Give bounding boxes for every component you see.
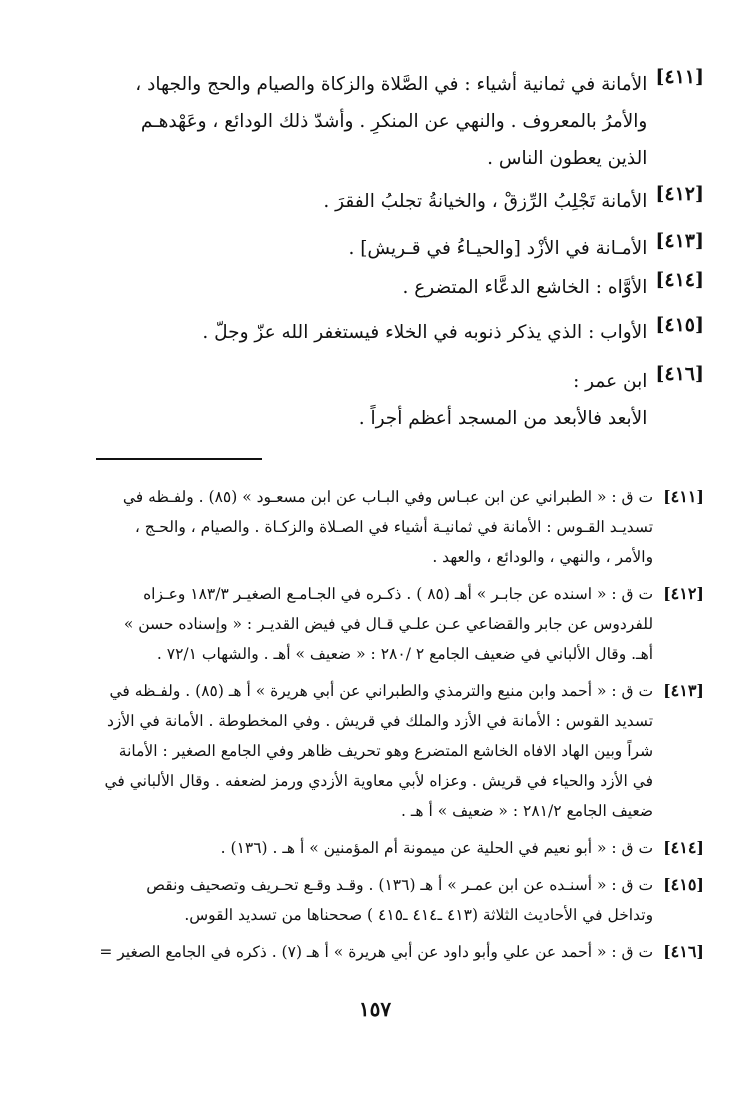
footnote-line: في الأزد والحياء في قريش . وعزاه لأبي معاوية الأزدي ورمز لضعفه . وقال الألباني في	[104, 772, 654, 790]
entry-line: الأمانة في ثمانية أشياء : في الصَّلاة والزكاة والصيام والحج والجهاد ،	[135, 74, 648, 95]
entry-number: [٤١١]	[655, 66, 704, 88]
entry-line: والأمرُ بالمعروف . والنهي عن المنكرِ . وأشدّ ذلك الودائع ، وعَهْدهـم	[140, 111, 648, 132]
footnote-line: ت ق : « أحمد عن علي وأبو داود عن أبي هريرة » أ هـ (٧) . ذكره في الجامع الصغير =	[99, 943, 654, 961]
footnote-line: تسديد القوس : الأمانة في الأزد والملك في قريش . وفي المخطوطة . الأمانة في الأزد	[107, 712, 654, 730]
footnote-412	[100, 579, 704, 669]
footnotes	[100, 482, 704, 974]
entry-412	[70, 183, 704, 220]
entry-413	[70, 230, 704, 267]
footnote-number: [٤١٣]	[663, 681, 704, 700]
footnote-413	[100, 676, 704, 826]
entry-line: الأبعد فالأبعد من المسجد أعظم أجراً .	[358, 408, 648, 429]
entry-416	[70, 363, 704, 437]
entry-text	[70, 66, 647, 177]
entry-line: الأواب : الذي يذكر ذنوبه في الخلاء فيستغفر الله عزّ وجلّ .	[202, 322, 648, 343]
entry-number: [٤١٢]	[655, 183, 704, 205]
entry-text	[70, 230, 647, 267]
footnote-line: ت ق : « اسنده عن جابـر » أهـ (٨٥ ) . ذكـره في الجـامـع الصغيـر ١٨٣/٣ وعـزاه	[143, 585, 654, 603]
entry-text	[70, 363, 647, 437]
entry-number: [٤١٤]	[655, 269, 704, 291]
footnote-416	[100, 937, 704, 967]
entry-line: الذين يعطون الناس .	[487, 148, 648, 169]
entry-number: [٤١٦]	[655, 363, 704, 385]
entry-number: [٤١٣]	[655, 230, 704, 252]
main-text	[70, 66, 704, 437]
footnote-text	[100, 833, 653, 863]
footnote-text	[100, 482, 653, 572]
footnote-number: [٤١٤]	[663, 838, 704, 857]
footnote-number: [٤١٦]	[663, 942, 704, 961]
footnote-divider	[96, 458, 262, 460]
footnote-number: [٤١٥]	[663, 875, 704, 894]
entry-line: الأمانة تَجْلِبُ الرِّزقْ ، والخيانةُ تجلبُ الفقرَ .	[323, 191, 648, 212]
footnote-line: ت ق : « أبو نعيم في الحلية عن ميمونة أم المؤمنين » أ هـ . (١٣٦) .	[220, 839, 654, 857]
footnote-415	[100, 870, 704, 930]
footnote-line: ضعيف الجامع ٢٨١/٢ : « ضعيف » أ هـ .	[401, 802, 654, 820]
entry-number: [٤١٥]	[655, 314, 704, 336]
entry-414	[70, 269, 704, 306]
footnote-text	[99, 937, 653, 967]
entry-text	[70, 183, 647, 220]
footnote-number: [٤١٢]	[663, 584, 704, 603]
entry-411	[70, 66, 704, 177]
footnote-line: ت ق : « الطبراني عن ابن عبـاس وفي البـاب عن ابن مسعـود » (٨٥) . ولفـظه في	[122, 488, 654, 506]
footnote-line: للفردوس عن جابر والقضاعي عـن علـي قـال في فيض القديـر : « وإسناده حسن »	[123, 615, 654, 633]
entry-line: الأمـانة في الأزْد [والحيـاءُ في قـريش] .	[348, 238, 648, 259]
footnote-line: تسديـد القـوس : الأمانة في ثمانيـة أشياء في الصـلاة والزكـاة . والصيام ، والحـج ،	[134, 518, 654, 536]
footnote-number: [٤١١]	[663, 487, 704, 506]
footnote-text	[100, 676, 653, 826]
footnote-line: ت ق : « أسنـده عن ابن عمـر » أ هـ (١٣٦) . وقـد وقـع تحـريف وتصحيف ونقص	[146, 876, 654, 894]
entry-text	[70, 314, 647, 351]
footnote-line: أهـ. وقال الألباني في ضعيف الجامع ٢ /٢٨٠ : « ضعيف » أهـ . والشهاب ٧٢/١ .	[156, 645, 654, 663]
footnote-line: وتداخل في الأحاديث الثلاثة (٤١٣ ـ٤١٤ ـ٤١٥ ) صححناها من تسديد القوس.	[184, 906, 654, 924]
entry-415	[70, 314, 704, 351]
entry-line: الأوَّاه : الخاشع الدعَّاء المتضرع .	[402, 277, 648, 298]
footnote-text	[100, 870, 653, 930]
footnote-text	[100, 579, 653, 669]
footnote-411	[100, 482, 704, 572]
footnote-414	[100, 833, 704, 863]
entry-line: ابن عمر :	[573, 371, 648, 392]
footnote-line: والأمر ، والنهي ، والودائع ، والعهد .	[432, 548, 654, 566]
page-number: ١٥٧	[358, 997, 392, 1021]
entry-text	[70, 269, 647, 306]
footnote-line: شراً وبين الهاد الافاه الخاشع المتضرع وهو تحريف ظاهر وفي الجامع الصغير : الأمانة	[118, 742, 654, 760]
footnote-line: ت ق : « أحمد وابن منيع والترمذي والطبراني عن أبي هريرة » أ هـ (٨٥) . ولفـظه في	[109, 682, 654, 700]
